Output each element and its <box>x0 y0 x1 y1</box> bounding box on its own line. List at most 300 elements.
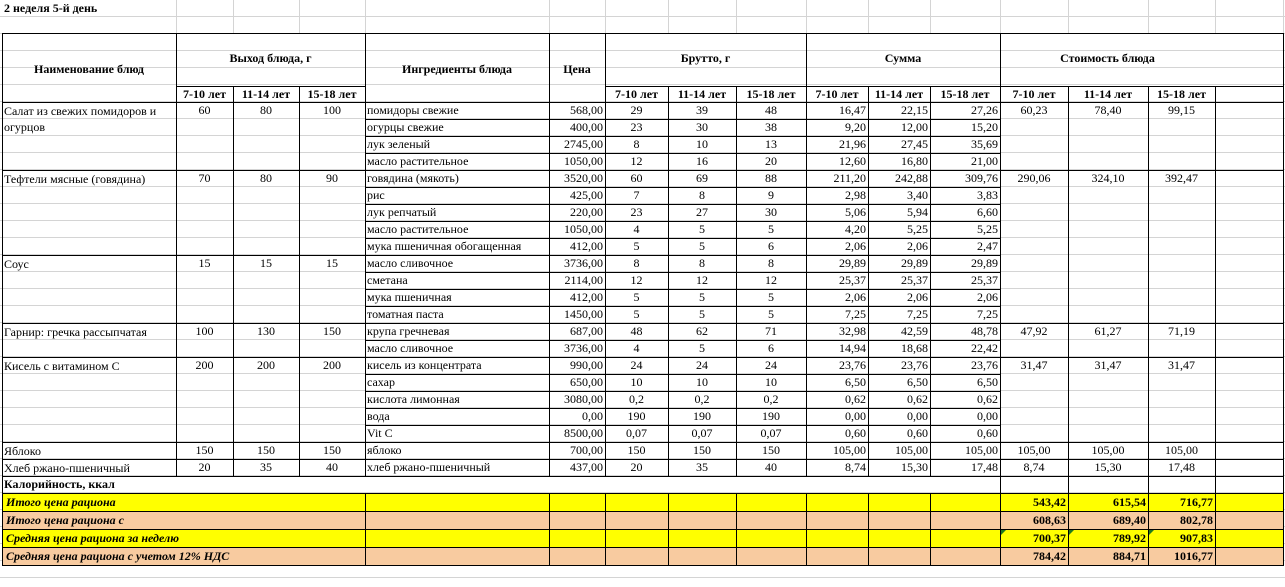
brutto-11-14: 0,07 <box>691 426 713 440</box>
cell-border <box>365 153 1001 154</box>
header-age-2: 15-18 лет <box>746 87 796 101</box>
sum-15-18: 6,60 <box>977 205 998 219</box>
yield-11-14: 35 <box>260 460 272 474</box>
yield-11-14: 80 <box>260 103 272 117</box>
brutto-11-14: 39 <box>696 103 708 117</box>
cell-border <box>1215 86 1216 102</box>
sum-15-18: 2,06 <box>977 290 998 304</box>
cell-border <box>605 493 606 565</box>
summary-value-0: 608,63 <box>1033 513 1066 527</box>
brutto-11-14: 150 <box>693 443 711 457</box>
cell-border <box>1000 493 1001 565</box>
brutto-15-18: 13 <box>765 137 777 151</box>
cell-border <box>1000 459 1284 460</box>
cell-border <box>365 323 1001 324</box>
gridline <box>0 84 1285 85</box>
sum-7-10: 16,47 <box>839 103 866 117</box>
sum-7-10: 0,62 <box>845 392 866 406</box>
brutto-7-10: 29 <box>630 103 643 117</box>
cell-border <box>1148 102 1149 476</box>
price: 3080,00 <box>564 392 603 406</box>
brutto-11-14: 24 <box>696 358 708 372</box>
price: 700,00 <box>570 443 603 457</box>
header-age-0: 7-10 лет <box>615 87 658 101</box>
sum-11-14: 15,30 <box>901 460 928 474</box>
yield-11-14: 80 <box>260 171 272 185</box>
cell-border <box>299 86 300 102</box>
sum-11-14: 7,25 <box>907 307 928 321</box>
yield-15-18: 200 <box>323 358 341 372</box>
cell-border <box>2 493 1284 494</box>
cell-border <box>668 493 669 565</box>
cell-border <box>365 493 366 565</box>
cost-15-18: 31,47 <box>1168 358 1195 372</box>
summary-value-1: 789,92 <box>1113 531 1146 545</box>
ingredient-name: мука пшеничная <box>367 290 452 304</box>
cost-7-10: 47,92 <box>1020 324 1048 338</box>
brutto-7-10: 190 <box>627 409 646 423</box>
cell-border <box>233 102 234 476</box>
brutto-11-14: 8 <box>699 256 705 270</box>
brutto-7-10: 24 <box>630 358 643 372</box>
brutto-15-18: 5 <box>768 290 774 304</box>
calories-label: Калорийность, ккал <box>4 477 115 491</box>
cost-11-14: 31,47 <box>1094 358 1122 372</box>
sum-7-10: 2,98 <box>845 188 866 202</box>
brutto-7-10: 8 <box>633 256 640 270</box>
brutto-15-18: 30 <box>765 205 777 219</box>
price: 0,00 <box>582 409 603 423</box>
gridline <box>1283 0 1284 33</box>
brutto-7-10: 12 <box>630 273 643 287</box>
cell-border <box>299 102 300 476</box>
brutto-15-18: 12 <box>765 273 777 287</box>
sum-11-14: 5,94 <box>907 205 928 219</box>
cell-border <box>2 565 1284 566</box>
cell-border <box>930 102 931 476</box>
sum-11-14: 2,06 <box>907 239 928 253</box>
header-yield: Выход блюда, г <box>229 51 312 65</box>
yield-7-10: 15 <box>198 256 211 270</box>
sum-7-10: 0,00 <box>845 409 866 423</box>
brutto-15-18: 9 <box>768 188 774 202</box>
sum-7-10: 6,50 <box>845 375 866 389</box>
yield-7-10: 200 <box>195 358 214 372</box>
cell-border <box>1148 86 1149 102</box>
price: 1050,00 <box>564 154 603 168</box>
cell-border <box>2 357 366 358</box>
brutto-7-10: 150 <box>627 443 646 457</box>
brutto-11-14: 5 <box>699 222 705 236</box>
brutto-15-18: 6 <box>768 239 774 253</box>
ingredient-name: масло растительное <box>367 222 469 236</box>
cell-border <box>2 459 366 460</box>
cost-7-10: 60,23 <box>1020 103 1048 117</box>
cell-border <box>930 86 931 102</box>
brutto-7-10: 5 <box>633 239 640 253</box>
sum-7-10: 0,60 <box>845 426 866 440</box>
cell-border <box>365 374 1001 375</box>
brutto-7-10: 8 <box>633 137 640 151</box>
summary-label: Итого цена рациона <box>6 495 116 509</box>
brutto-7-10: 5 <box>633 290 640 304</box>
brutto-7-10: 48 <box>630 324 643 338</box>
cell-border <box>365 33 366 102</box>
brutto-11-14: 69 <box>696 171 708 185</box>
brutto-11-14: 5 <box>699 290 705 304</box>
cell-border <box>1215 476 1216 493</box>
cell-border <box>1068 493 1069 565</box>
cell-border <box>1000 476 1001 493</box>
sum-15-18: 0,60 <box>977 426 998 440</box>
sum-11-14: 25,37 <box>901 273 928 287</box>
price: 1450,00 <box>564 307 603 321</box>
gridline <box>668 0 669 33</box>
yield-15-18: 90 <box>326 171 338 185</box>
brutto-15-18: 190 <box>762 409 780 423</box>
yield-7-10: 100 <box>195 324 214 338</box>
cell-border <box>365 425 1001 426</box>
cell-border <box>1000 476 1284 477</box>
dish-name: Яблоко <box>4 444 42 458</box>
price: 425,00 <box>570 188 603 202</box>
cell-border <box>1283 476 1284 493</box>
cell-border <box>365 357 1001 358</box>
price: 400,00 <box>570 120 603 134</box>
yield-15-18: 15 <box>326 256 338 270</box>
cell-border <box>233 86 234 102</box>
sum-11-14: 3,40 <box>907 188 928 202</box>
cell-border <box>365 187 1001 188</box>
cell-border <box>365 459 1001 460</box>
cell-border <box>365 391 1001 392</box>
cell-border <box>868 102 869 476</box>
cost-7-10: 8,74 <box>1023 460 1045 474</box>
dish-name: Тефтели мясные (говядина) <box>4 172 146 186</box>
price: 990,00 <box>570 358 603 372</box>
ingredient-name: вода <box>367 409 390 423</box>
cell-border <box>2 511 1284 512</box>
price: 412,00 <box>570 239 603 253</box>
cell-border <box>2 102 3 476</box>
ingredient-name: лук зеленый <box>367 137 431 151</box>
sum-11-14: 2,06 <box>907 290 928 304</box>
cell-border <box>1068 102 1069 476</box>
dish-name: Соус <box>4 257 29 271</box>
yield-11-14: 150 <box>257 443 275 457</box>
brutto-7-10: 0,07 <box>626 426 647 440</box>
ingredient-name: масло растительное <box>367 154 469 168</box>
brutto-11-14: 35 <box>696 460 708 474</box>
header-age-1: 11-14 лет <box>677 87 727 101</box>
brutto-7-10: 23 <box>630 205 643 219</box>
header-age-2: 15-18 лет <box>307 87 357 101</box>
sum-15-18: 2,47 <box>977 239 998 253</box>
cell-border <box>2 493 3 565</box>
price: 568,00 <box>570 103 603 117</box>
brutto-15-18: 48 <box>765 103 777 117</box>
brutto-7-10: 10 <box>630 375 643 389</box>
price: 3736,00 <box>564 341 603 355</box>
sum-15-18: 17,48 <box>971 460 998 474</box>
cell-border <box>2 255 366 256</box>
sum-15-18: 22,42 <box>971 341 998 355</box>
gridline <box>365 0 366 33</box>
cell-border <box>1215 102 1216 476</box>
sum-11-14: 6,50 <box>907 375 928 389</box>
sum-11-14: 0,60 <box>907 426 928 440</box>
cell-border <box>668 86 669 102</box>
summary-value-0: 543,42 <box>1033 495 1066 509</box>
sum-7-10: 5,06 <box>845 205 866 219</box>
brutto-11-14: 5 <box>699 307 705 321</box>
cost-15-18: 392,47 <box>1165 171 1198 185</box>
brutto-11-14: 10 <box>696 375 708 389</box>
yield-11-14: 15 <box>260 256 272 270</box>
price: 8500,00 <box>564 426 603 440</box>
price: 3520,00 <box>564 171 603 185</box>
cell-border <box>365 255 1001 256</box>
header-age-1: 11-14 лет <box>241 87 291 101</box>
yield-15-18: 100 <box>323 103 341 117</box>
sum-11-14: 242,88 <box>895 171 928 185</box>
dish-name: Салат из свежих помидоров и огурцов <box>4 104 157 134</box>
cell-border <box>1000 323 1284 324</box>
sum-15-18: 21,00 <box>971 154 998 168</box>
yield-11-14: 200 <box>257 358 275 372</box>
cell-border <box>365 442 1001 443</box>
price: 437,00 <box>570 460 603 474</box>
cell-border <box>2 547 1284 548</box>
brutto-11-14: 30 <box>696 120 708 134</box>
sum-15-18: 27,26 <box>971 103 998 117</box>
header-age-0: 7-10 лет <box>183 87 226 101</box>
cell-border <box>176 86 366 87</box>
dish-name: Кисель с витамином С <box>4 359 120 373</box>
cost-11-14: 61,27 <box>1094 324 1122 338</box>
sum-7-10: 105,00 <box>833 443 866 457</box>
brutto-15-18: 38 <box>765 120 777 134</box>
brutto-15-18: 6 <box>768 341 774 355</box>
cell-border <box>365 340 1001 341</box>
sum-7-10: 9,20 <box>845 120 866 134</box>
sum-7-10: 21,96 <box>839 137 866 151</box>
sum-15-18: 35,69 <box>971 137 998 151</box>
brutto-15-18: 0,07 <box>760 426 782 440</box>
summary-label: Итого цена рациона с <box>6 513 124 527</box>
cell-border <box>2 529 1284 530</box>
brutto-7-10: 4 <box>633 222 640 236</box>
brutto-7-10: 20 <box>630 460 643 474</box>
brutto-15-18: 10 <box>765 375 777 389</box>
cost-15-18: 17,48 <box>1168 460 1195 474</box>
ingredient-name: сахар <box>367 375 395 389</box>
gridline <box>736 0 737 33</box>
ingredient-name: огурцы свежие <box>367 120 444 134</box>
comment-marker-icon <box>1069 530 1074 535</box>
brutto-15-18: 20 <box>765 154 777 168</box>
cell-border <box>549 493 550 565</box>
yield-7-10: 20 <box>198 460 211 474</box>
cell-border <box>2 442 366 443</box>
cell-border <box>605 102 606 476</box>
cell-border <box>930 493 931 565</box>
sum-11-14: 42,59 <box>901 324 928 338</box>
sum-7-10: 7,25 <box>845 307 866 321</box>
price: 412,00 <box>570 290 603 304</box>
yield-11-14: 130 <box>257 324 275 338</box>
brutto-15-18: 5 <box>768 222 774 236</box>
gridline <box>1215 0 1216 33</box>
summary-value-1: 615,54 <box>1113 495 1146 509</box>
sum-15-18: 15,20 <box>971 120 998 134</box>
cell-border <box>2 33 1284 34</box>
price: 687,00 <box>570 324 603 338</box>
header-age-1: 11-14 лет <box>874 87 924 101</box>
sum-15-18: 3,83 <box>977 188 998 202</box>
cell-border <box>736 493 737 565</box>
gridline <box>1148 0 1149 33</box>
cell-border <box>176 102 177 476</box>
sum-15-18: 5,25 <box>977 222 998 236</box>
price: 2114,00 <box>564 273 603 287</box>
gridline <box>0 577 1285 578</box>
cost-15-18: 71,19 <box>1168 324 1195 338</box>
summary-value-1: 689,40 <box>1113 513 1146 527</box>
brutto-7-10: 4 <box>633 341 640 355</box>
sum-11-14: 23,76 <box>901 358 928 372</box>
header-age-1: 11-14 лет <box>1083 87 1133 101</box>
cell-border <box>365 272 1001 273</box>
ingredient-name: кисель из концентрата <box>367 358 482 372</box>
price: 3736,00 <box>564 256 603 270</box>
gridline <box>868 0 869 33</box>
sum-15-18: 7,25 <box>977 307 998 321</box>
brutto-15-18: 71 <box>765 324 777 338</box>
sum-11-14: 22,15 <box>901 103 928 117</box>
brutto-15-18: 8 <box>768 256 774 270</box>
brutto-11-14: 16 <box>696 154 708 168</box>
sum-11-14: 27,45 <box>901 137 928 151</box>
sum-7-10: 8,74 <box>845 460 866 474</box>
sum-7-10: 14,94 <box>839 341 866 355</box>
cost-7-10: 105,00 <box>1017 443 1051 457</box>
summary-label: Средняя цена рациона за неделю <box>6 531 179 545</box>
sum-7-10: 23,76 <box>839 358 866 372</box>
cell-border <box>1000 33 1001 102</box>
header-age-2: 15-18 лет <box>940 87 990 101</box>
sum-11-14: 0,00 <box>907 409 928 423</box>
cell-border <box>365 408 1001 409</box>
cell-border <box>365 289 1001 290</box>
cell-border <box>365 119 1001 120</box>
cell-border <box>1215 493 1216 565</box>
ingredient-name: мука пшеничная обогащенная <box>367 239 522 253</box>
ingredient-name: масло сливочное <box>367 256 454 270</box>
ingredient-name: кислота лимонная <box>367 392 460 406</box>
price: 1050,00 <box>564 222 603 236</box>
cell-border <box>605 86 1284 87</box>
brutto-11-14: 12 <box>696 273 708 287</box>
sum-15-18: 0,62 <box>977 392 998 406</box>
ingredient-name: крупа гречневая <box>367 324 450 338</box>
sum-15-18: 29,89 <box>971 256 998 270</box>
sum-15-18: 309,76 <box>965 171 998 185</box>
brutto-15-18: 150 <box>762 443 780 457</box>
cell-border <box>365 102 366 476</box>
gridline <box>806 0 807 33</box>
ingredient-name: хлеб ржано-пшеничный <box>367 460 491 474</box>
cell-border <box>806 493 807 565</box>
cell-border <box>2 323 366 324</box>
yield-7-10: 70 <box>198 171 211 185</box>
cell-border <box>1000 357 1284 358</box>
sum-7-10: 4,20 <box>845 222 866 236</box>
brutto-7-10: 7 <box>633 188 640 202</box>
header-price: Цена <box>563 62 591 76</box>
dish-name: Гарнир: гречка рассыпчатая <box>4 325 147 339</box>
comment-marker-icon <box>1001 530 1006 535</box>
cost-7-10: 31,47 <box>1020 358 1048 372</box>
sum-11-14: 5,25 <box>907 222 928 236</box>
cell-border <box>2 170 366 171</box>
header-dish: Наименование блюд <box>34 62 144 76</box>
ingredient-name: масло сливочное <box>367 341 454 355</box>
cell-border <box>365 204 1001 205</box>
brutto-15-18: 40 <box>765 460 777 474</box>
cost-15-18: 99,15 <box>1168 103 1195 117</box>
brutto-11-14: 8 <box>699 188 705 202</box>
brutto-7-10: 5 <box>633 307 640 321</box>
sum-11-14: 16,80 <box>901 154 928 168</box>
sum-11-14: 29,89 <box>901 256 928 270</box>
cell-border <box>365 136 1001 137</box>
header-ingredients: Ингредиенты блюда <box>401 62 512 76</box>
yield-15-18: 40 <box>326 460 338 474</box>
ingredient-name: томатная паста <box>367 307 444 321</box>
ingredient-name: помидоры свежие <box>367 103 459 117</box>
price: 2745,00 <box>564 137 603 151</box>
cell-border <box>176 33 177 102</box>
cell-border <box>1000 170 1284 171</box>
cell-border <box>365 238 1001 239</box>
ingredient-name: сметана <box>367 273 408 287</box>
cost-15-18: 105,00 <box>1165 443 1198 457</box>
cost-7-10: 290,06 <box>1017 171 1051 185</box>
gridline <box>1068 0 1069 33</box>
yield-15-18: 150 <box>323 443 341 457</box>
sum-7-10: 32,98 <box>839 324 866 338</box>
brutto-11-14: 5 <box>699 239 705 253</box>
brutto-15-18: 5 <box>768 307 774 321</box>
summary-value-0: 700,37 <box>1033 531 1066 545</box>
sum-15-18: 105,00 <box>965 443 998 457</box>
brutto-11-14: 5 <box>699 341 705 355</box>
cost-11-14: 78,40 <box>1094 103 1122 117</box>
header-age-0: 7-10 лет <box>1012 87 1056 101</box>
summary-label: Средняя цена рациона с учетом 12% НДС <box>6 549 230 563</box>
header-age-2: 15-18 лет <box>1157 87 1206 101</box>
gridline <box>605 0 606 33</box>
dish-name: Хлеб ржано-пшеничный <box>4 461 130 475</box>
brutto-11-14: 10 <box>696 137 708 151</box>
sum-15-18: 48,78 <box>971 324 998 338</box>
cell-border <box>2 102 1284 103</box>
header-brutto: Брутто, г <box>680 51 731 65</box>
yield-7-10: 150 <box>195 443 214 457</box>
gridline <box>549 0 550 33</box>
summary-value-2: 907,83 <box>1180 531 1213 545</box>
